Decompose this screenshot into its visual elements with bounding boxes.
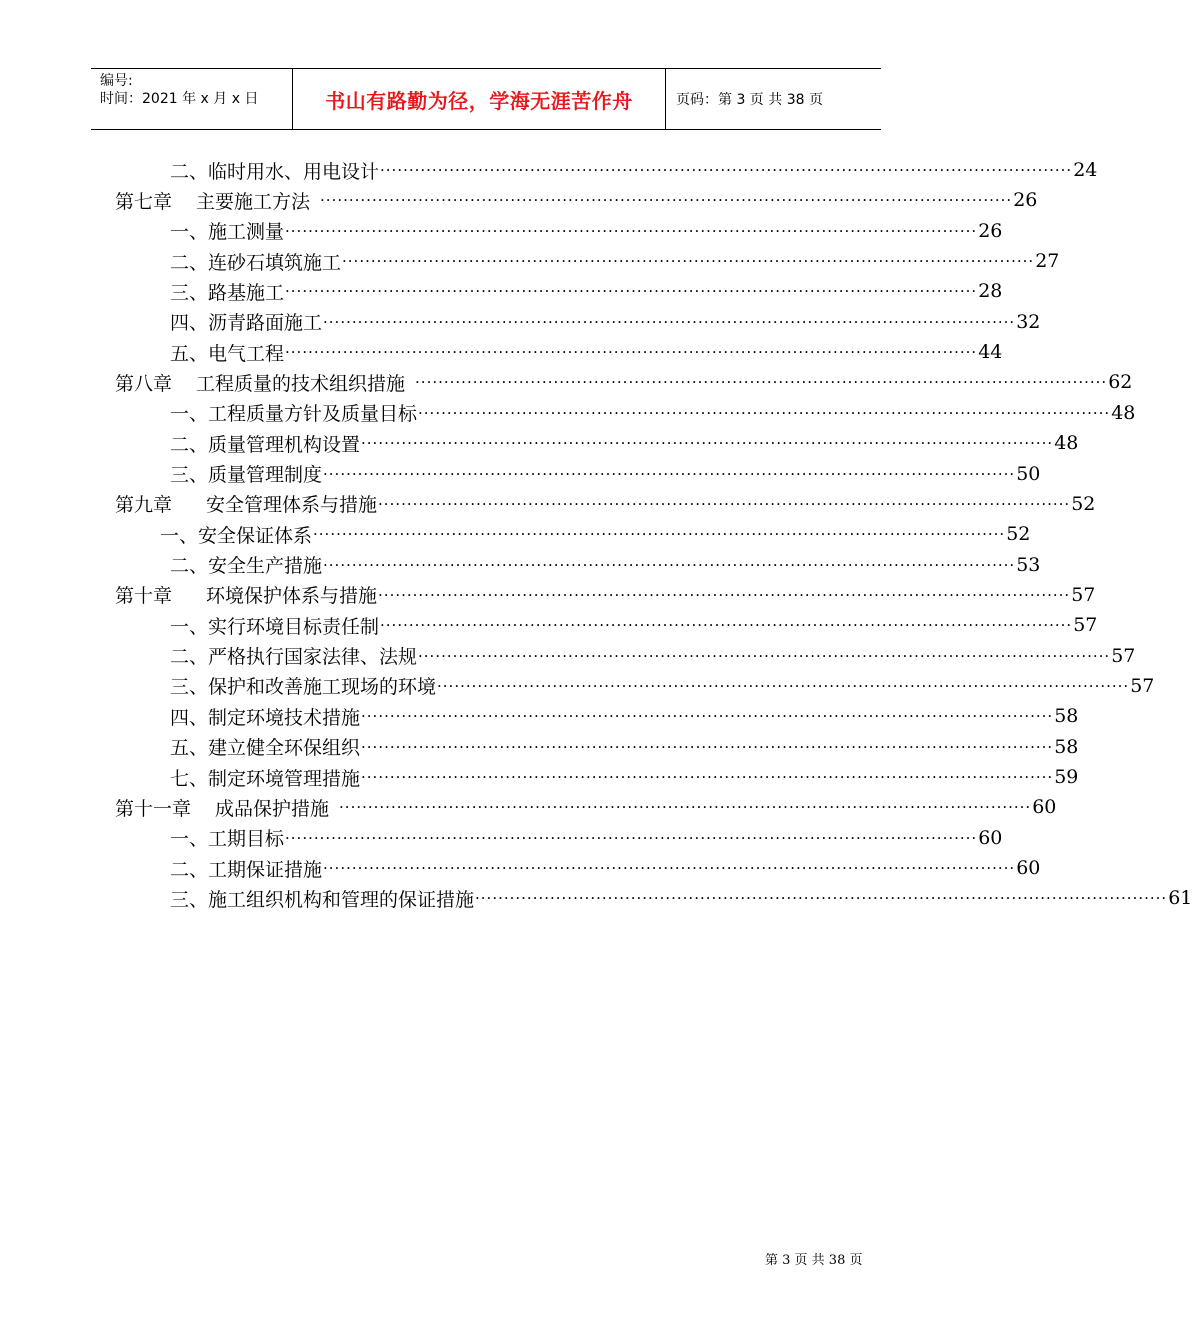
toc-entry-title: 主要施工方法 bbox=[196, 190, 311, 213]
toc-entry-title: 五、电气工程 bbox=[170, 342, 285, 365]
toc-leader-dots: ························································································································ bbox=[323, 555, 1016, 574]
toc-leader-dots: ························································································································ bbox=[361, 707, 1054, 726]
header-page-info-cell bbox=[675, 69, 881, 129]
toc-page-number: 48 bbox=[1111, 401, 1136, 424]
toc-page-number: 61 bbox=[1168, 887, 1192, 910]
toc-page-number: 28 bbox=[978, 280, 1003, 303]
toc-page-number: 57 bbox=[1071, 583, 1096, 606]
toc-entry-title: 七、制定环境管理措施 bbox=[170, 767, 361, 790]
toc-entry-title: 三、保护和改善施工现场的环境 bbox=[170, 676, 437, 699]
toc-leader-dots: ························································································································ bbox=[323, 312, 1016, 331]
time-label: 时间：2021 年 x 月 x 日 bbox=[100, 91, 259, 107]
toc-page-number: 60 bbox=[1032, 796, 1057, 819]
toc-leader-dots: ························································································································ bbox=[323, 859, 1016, 878]
toc-section-row[interactable] bbox=[170, 823, 1003, 853]
toc-page-number: 50 bbox=[1016, 462, 1041, 485]
toc-section-row[interactable] bbox=[170, 307, 1041, 337]
toc-entry-title: 工程质量的技术组织措施 bbox=[196, 372, 406, 395]
toc-section-row[interactable] bbox=[170, 155, 1098, 185]
toc-page-number: 60 bbox=[1016, 857, 1041, 880]
toc-entry-title: 四、沥青路面施工 bbox=[170, 312, 323, 335]
toc-leader-dots: ························································································································ bbox=[380, 161, 1073, 179]
toc-chapter-number: 第七章 bbox=[115, 190, 173, 213]
toc-section-row[interactable] bbox=[170, 337, 1003, 367]
toc-section-row[interactable] bbox=[170, 550, 1041, 580]
toc-page-number: 52 bbox=[1071, 492, 1096, 515]
toc-leader-dots: ························································································································ bbox=[437, 676, 1130, 695]
toc-leader-dots: ························································································································ bbox=[415, 373, 1108, 392]
toc-entry-title: 二、安全生产措施 bbox=[170, 555, 323, 578]
toc-page-number: 27 bbox=[1035, 250, 1060, 273]
toc-chapter-number: 第十一章 bbox=[115, 797, 192, 820]
toc-entry-title: 一、实行环境目标责任制 bbox=[170, 615, 380, 638]
toc-leader-dots: ························································································································ bbox=[418, 646, 1111, 665]
toc-leader-dots: ························································································································ bbox=[380, 616, 1073, 635]
toc-leader-dots: ························································································································ bbox=[339, 798, 1032, 817]
toc-entry-title: 四、制定环境技术措施 bbox=[170, 706, 361, 729]
toc-section-row[interactable] bbox=[160, 519, 1031, 549]
toc-entry-title: 成品保护措施 bbox=[215, 797, 330, 820]
header-motto: 书山有路勤为径，学海无涯苦作舟 bbox=[293, 69, 666, 129]
page-header bbox=[91, 68, 881, 130]
toc-chapter-row[interactable] bbox=[115, 489, 1096, 519]
toc-leader-dots: ························································································································ bbox=[378, 585, 1071, 604]
toc-entry-title: 一、施工测量 bbox=[170, 221, 285, 244]
toc-page-number: 62 bbox=[1108, 371, 1133, 394]
toc-entry-title: 一、工程质量方针及质量目标 bbox=[170, 403, 418, 426]
toc-leader-dots: ························································································································ bbox=[320, 191, 1013, 210]
toc-chapter-number: 第九章 bbox=[115, 494, 173, 517]
toc-page-number: 59 bbox=[1054, 766, 1079, 788]
toc-chapter-row[interactable] bbox=[115, 580, 1096, 610]
toc-section-row[interactable] bbox=[170, 216, 1003, 246]
toc-leader-dots: ························································································································ bbox=[361, 768, 1054, 786]
toc-chapter-row[interactable] bbox=[115, 792, 1057, 822]
toc-entry-title: 二、临时用水、用电设计 bbox=[170, 160, 380, 183]
header-page-info: 页码：第 3 页 共 38 页 bbox=[676, 92, 823, 108]
toc-entry-title: 环境保护体系与措施 bbox=[206, 585, 378, 608]
toc-leader-dots: ························································································································ bbox=[285, 221, 978, 240]
toc-page-number: 26 bbox=[1013, 189, 1038, 212]
header-meta-cell bbox=[91, 69, 293, 129]
toc-page-number: 58 bbox=[1054, 705, 1079, 728]
toc-entry-title: 二、工期保证措施 bbox=[170, 858, 323, 881]
toc-entry-title: 三、施工组织机构和管理的保证措施 bbox=[170, 888, 475, 911]
toc-entry-title: 三、路基施工 bbox=[170, 281, 285, 304]
toc-section-row[interactable] bbox=[170, 701, 1079, 731]
toc-section-row[interactable] bbox=[170, 641, 1136, 671]
toc-section-row[interactable] bbox=[170, 762, 1079, 792]
toc-entry-title: 安全管理体系与措施 bbox=[206, 494, 378, 517]
toc-page-number: 53 bbox=[1016, 553, 1041, 576]
toc-leader-dots: ························································································································ bbox=[285, 343, 978, 362]
toc-page-number: 44 bbox=[978, 341, 1003, 364]
toc-page-number: 48 bbox=[1054, 432, 1079, 455]
toc-section-row[interactable] bbox=[170, 732, 1079, 762]
toc-section-row[interactable] bbox=[170, 883, 1192, 913]
toc-section-row[interactable] bbox=[170, 246, 1060, 276]
toc-entry-title: 二、严格执行国家法律、法规 bbox=[170, 646, 418, 669]
toc-leader-dots: ························································································································ bbox=[285, 282, 978, 301]
toc-page-number: 52 bbox=[1006, 523, 1031, 546]
toc-leader-dots: ························································································································ bbox=[378, 494, 1071, 513]
toc-section-row[interactable] bbox=[170, 428, 1079, 458]
toc-leader-dots: ························································································································ bbox=[361, 434, 1054, 453]
toc-leader-dots: ························································································································ bbox=[313, 525, 1006, 544]
toc-chapter-row[interactable] bbox=[115, 185, 1038, 215]
toc-leader-dots: ························································································································ bbox=[285, 828, 978, 847]
toc-section-row[interactable] bbox=[170, 459, 1041, 489]
toc-section-row[interactable] bbox=[170, 671, 1155, 701]
toc-section-row[interactable] bbox=[170, 276, 1003, 306]
toc-leader-dots: ························································································································ bbox=[323, 464, 1016, 483]
toc-section-row[interactable] bbox=[170, 853, 1041, 883]
toc-chapter-number: 第十章 bbox=[115, 585, 173, 608]
toc-section-row[interactable] bbox=[170, 398, 1136, 428]
toc-page-number: 57 bbox=[1111, 644, 1136, 667]
toc-leader-dots: ························································································································ bbox=[342, 252, 1035, 271]
toc-entry-title: 三、质量管理制度 bbox=[170, 464, 323, 486]
toc-leader-dots: ························································································································ bbox=[418, 403, 1111, 422]
toc-leader-dots: ························································································································ bbox=[361, 737, 1054, 756]
toc-page-number: 57 bbox=[1130, 674, 1155, 697]
toc-page-number: 32 bbox=[1016, 310, 1041, 333]
toc-chapter-row[interactable] bbox=[115, 367, 1133, 397]
toc-page-number: 57 bbox=[1073, 614, 1098, 637]
code-label: 编号: bbox=[100, 73, 133, 89]
toc-section-row[interactable] bbox=[170, 610, 1098, 640]
toc-page-number: 60 bbox=[978, 826, 1003, 849]
toc-entry-title: 五、建立健全环保组织 bbox=[170, 737, 361, 760]
toc-entry-title: 二、连砂石填筑施工 bbox=[170, 251, 342, 274]
toc-entry-title: 一、工期目标 bbox=[170, 828, 285, 851]
toc-chapter-number: 第八章 bbox=[115, 372, 173, 395]
toc-leader-dots: ························································································································ bbox=[475, 889, 1168, 908]
page-footer: 第 3 页 共 38 页 bbox=[765, 1253, 863, 1268]
toc-page-number: 24 bbox=[1073, 159, 1098, 181]
toc-page-number: 58 bbox=[1054, 735, 1079, 758]
toc-entry-title: 一、安全保证体系 bbox=[160, 524, 313, 547]
toc-entry-title: 二、质量管理机构设置 bbox=[170, 433, 361, 456]
toc-page-number: 26 bbox=[978, 219, 1003, 242]
